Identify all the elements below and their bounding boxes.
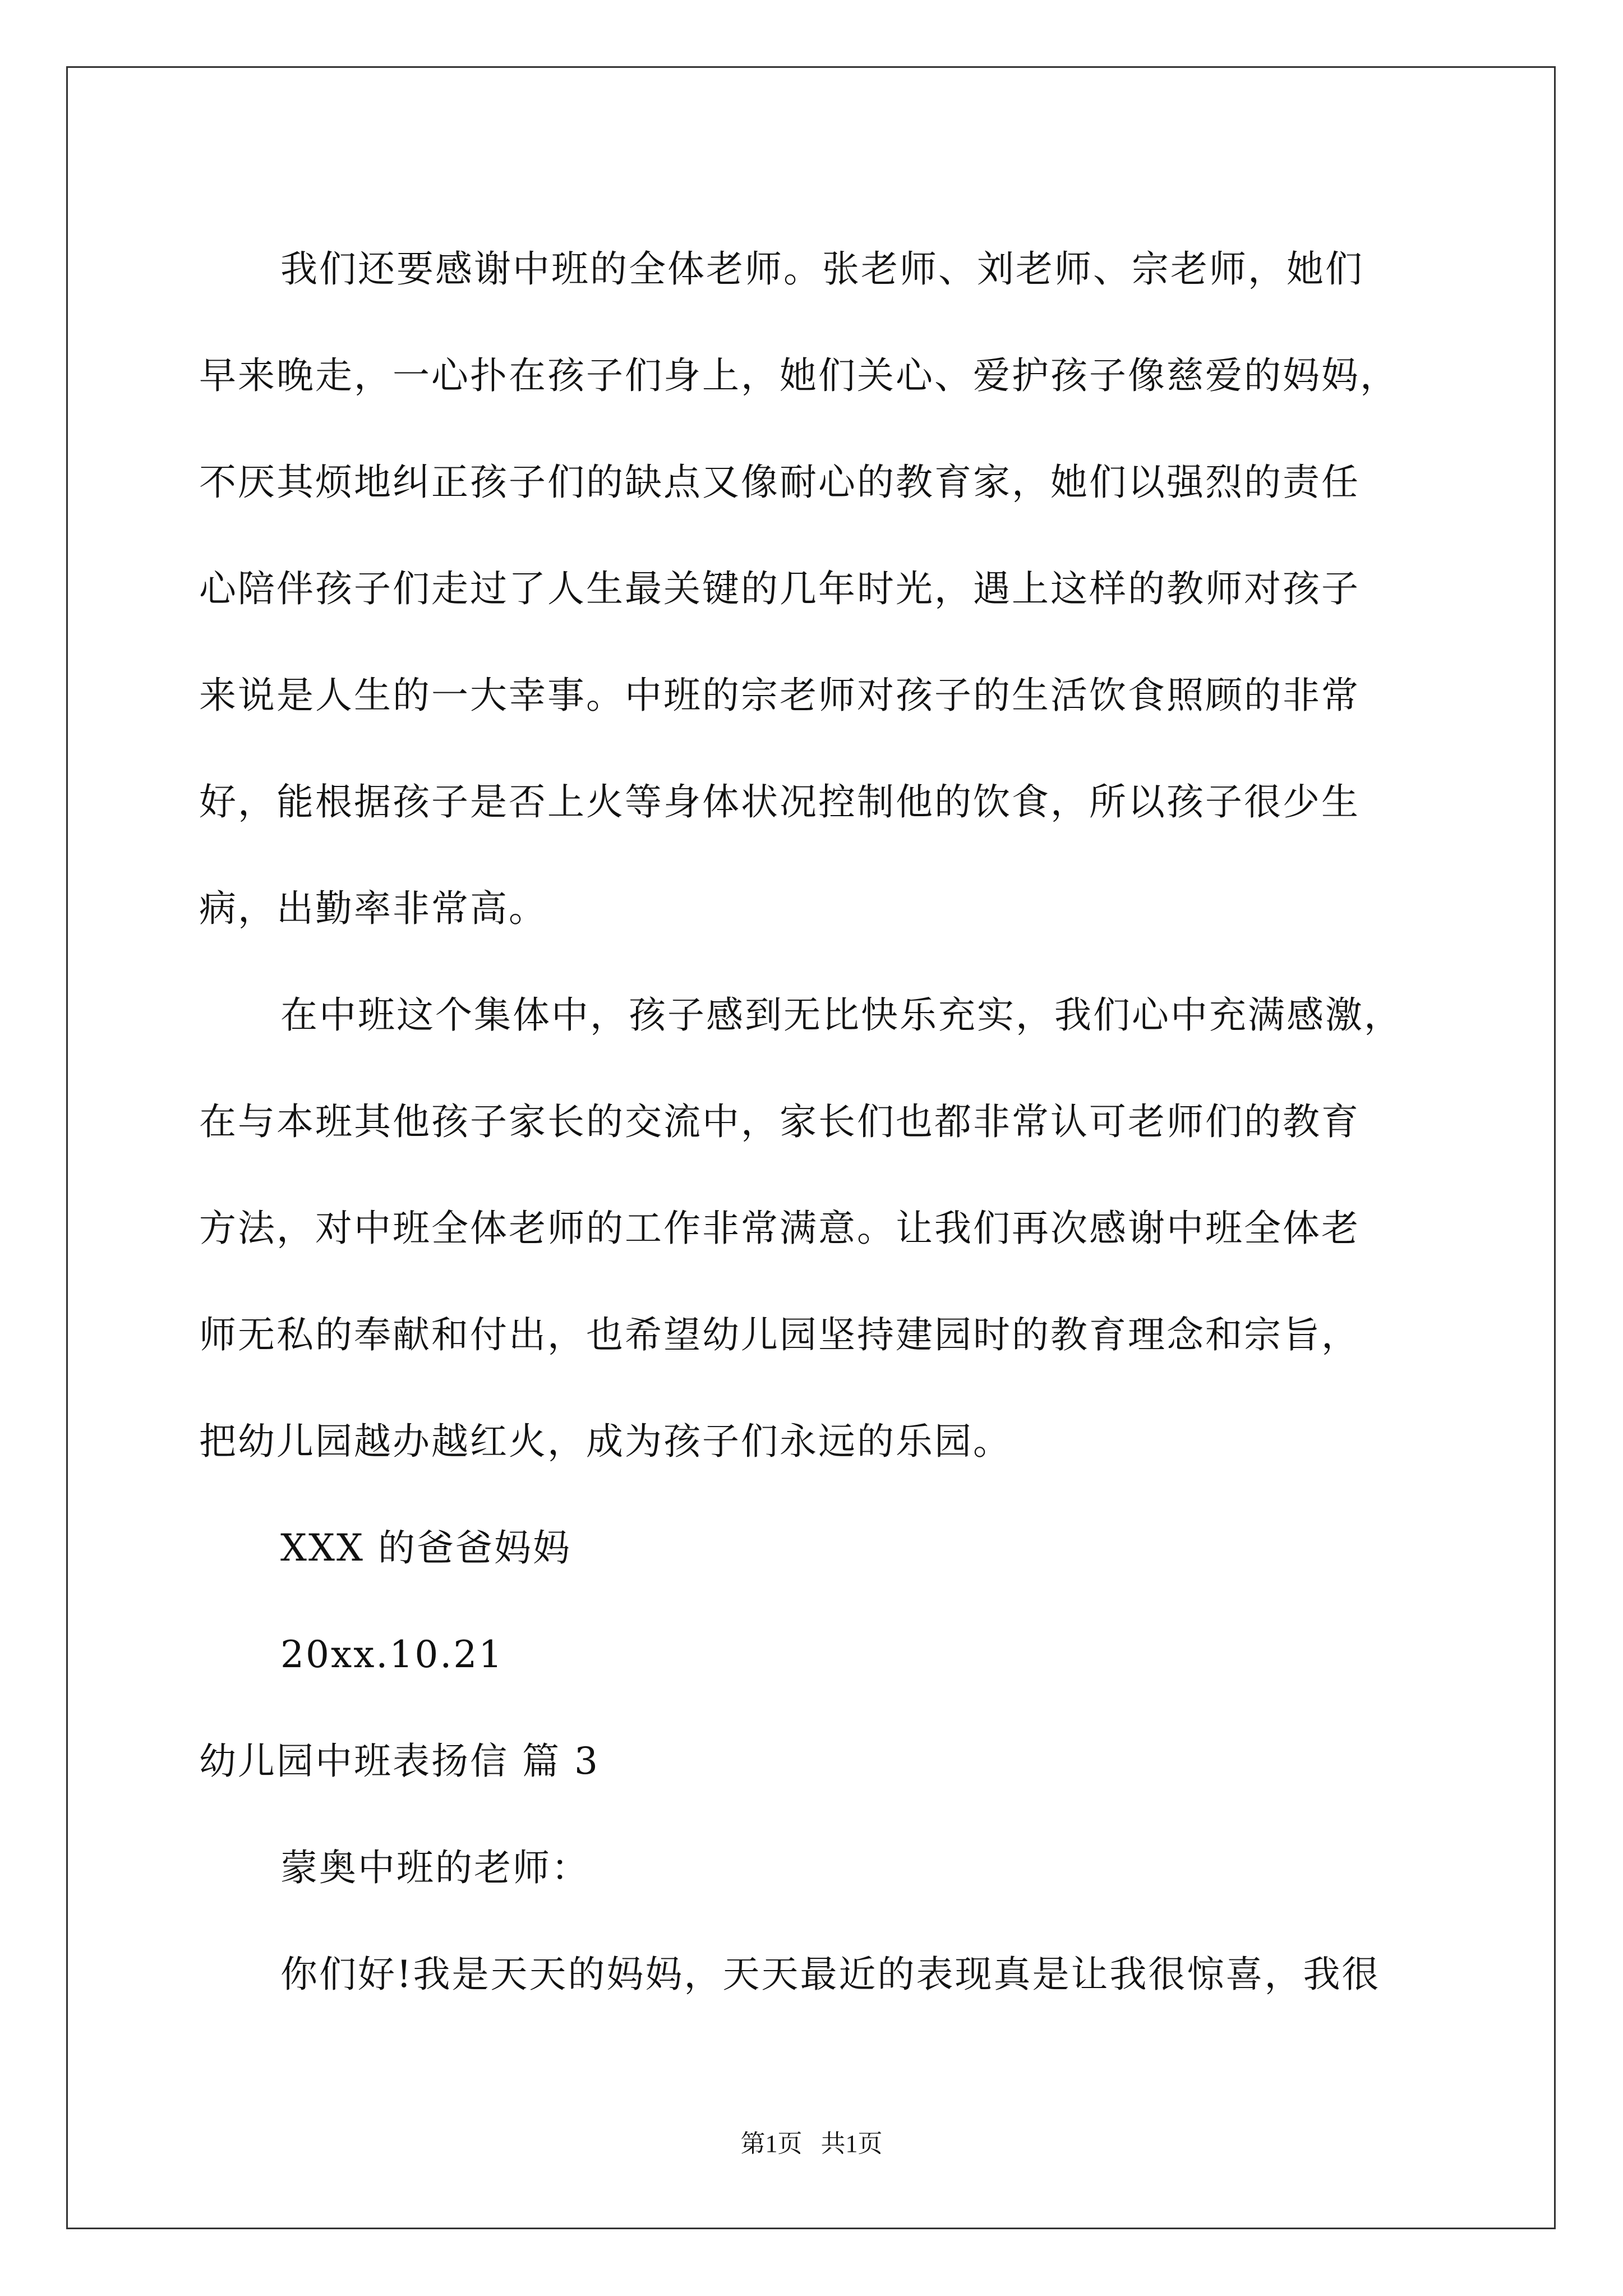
text-line: 好，能根据孩子是否上火等身体状况控制他的饮食，所以孩子很少生	[199, 780, 1360, 823]
text-line: 早来晚走，一心扑在孩子们身上，她们关心、爱护孩子像慈爱的妈妈，	[199, 354, 1399, 397]
text-line: 你们好!我是天天的妈妈，天天最近的表现真是让我很惊喜，我很	[280, 1953, 1381, 1996]
text-line: 在中班这个集体中，孩子感到无比快乐充实，我们心中充满感激，	[280, 993, 1403, 1037]
text-line: 病，出勤率非常高。	[199, 887, 547, 930]
signature: XXX 的爸爸妈妈	[280, 1526, 571, 1570]
text-line: 把幼儿园越办越红火，成为孩子们永远的乐园。	[199, 1420, 1012, 1463]
salutation: 蒙奥中班的老师：	[280, 1846, 590, 1889]
document-body	[199, 216, 1455, 2028]
text-line: 方法，对中班全体老师的工作非常满意。让我们再次感谢中班全体老	[199, 1207, 1360, 1250]
date: 20xx.10.21	[280, 1633, 504, 1676]
text-line: 我们还要感谢中班的全体老师。张老师、刘老师、宗老师，她们	[280, 247, 1364, 291]
text-line: 来说是人生的一大幸事。中班的宗老师对孩子的生活饮食照顾的非常	[199, 674, 1360, 717]
text-line: 心陪伴孩子们走过了人生最关键的几年时光，遇上这样的教师对孩子	[199, 567, 1360, 610]
text-line: 不厌其烦地纠正孩子们的缺点又像耐心的教育家，她们以强烈的责任	[199, 461, 1360, 504]
text-line: 师无私的奉献和付出，也希望幼儿园坚持建园时的教育理念和宗旨，	[199, 1313, 1360, 1356]
section-heading: 幼儿园中班表扬信 篇 3	[199, 1740, 600, 1783]
text-line: 在与本班其他孩子家长的交流中，家长们也都非常认可老师们的教育	[199, 1100, 1360, 1143]
page-footer: 第1页 共1页	[740, 2130, 883, 2157]
